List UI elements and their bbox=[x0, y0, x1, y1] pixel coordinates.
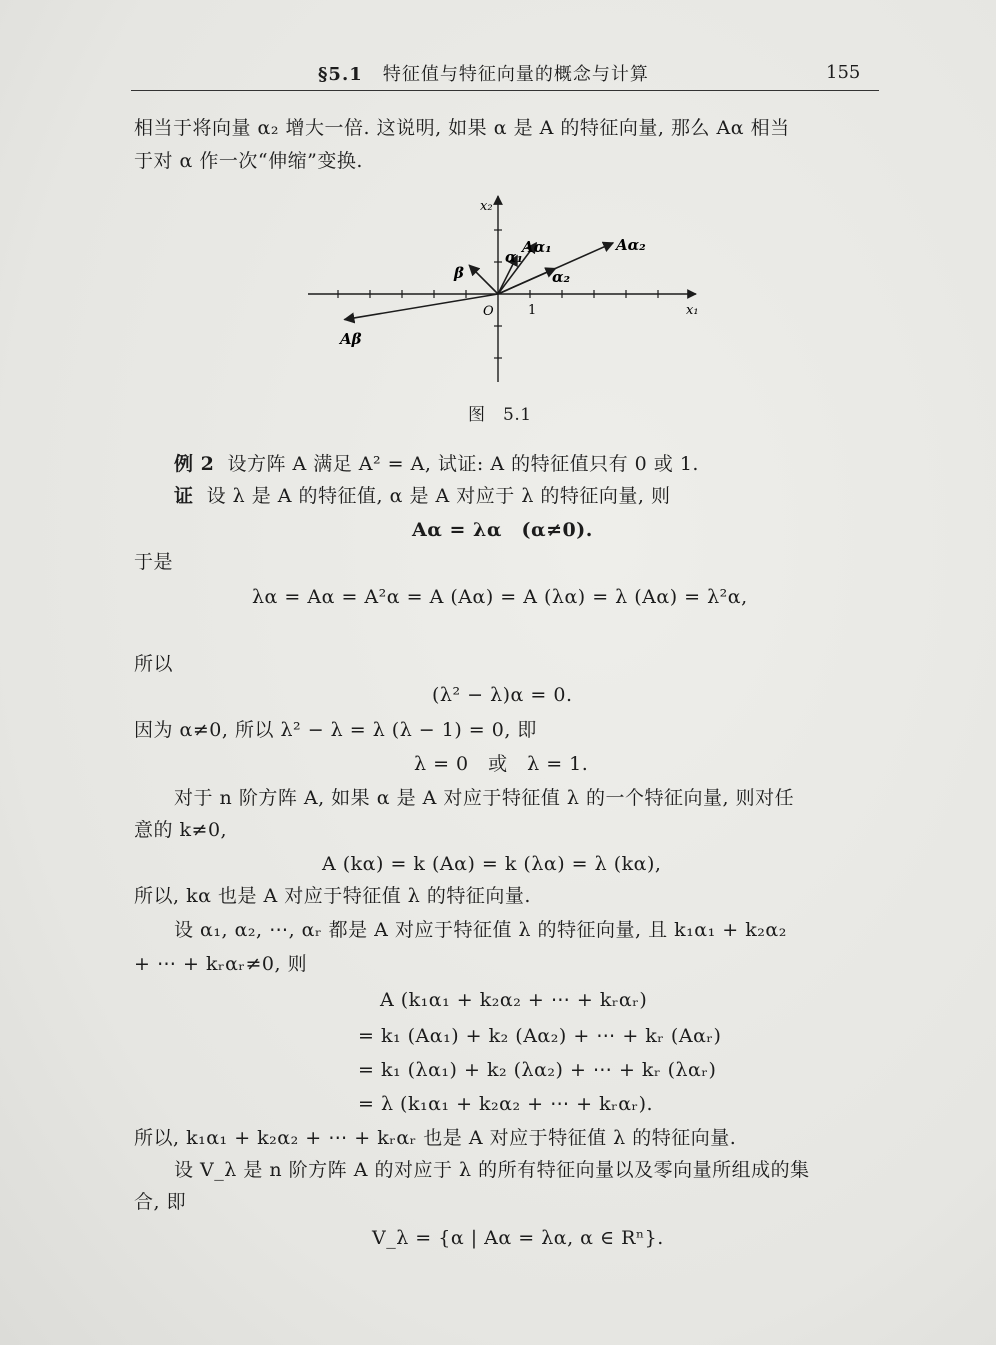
para2-eq-b: = k₁ (Aα₁) + k₂ (Aα₂) + ⋯ + kᵣ (Aαᵣ) bbox=[358, 1025, 722, 1047]
para1-equation: A (kα) = k (Aα) = k (λα) = λ (kα), bbox=[322, 853, 662, 875]
running-header bbox=[318, 60, 649, 86]
para1-line-3: 所以, kα 也是 A 对应于特征值 λ 的特征向量. bbox=[134, 885, 531, 907]
equation-2: λα = Aα = A²α = A (Aα) = A (λα) = λ (Aα) = λ²α, bbox=[252, 586, 748, 608]
example-statement: 设方阵 A 满足 A² = A, 试证: A 的特征值只有 0 或 1. bbox=[227, 453, 699, 475]
x2-label: x₂ bbox=[480, 199, 493, 214]
para2-line-3: 所以, k₁α₁ + k₂α₂ + ⋯ + kᵣαᵣ 也是 A 对应于特征值 λ 的特征向量. bbox=[134, 1127, 737, 1149]
para2-line-2: + ⋯ + kᵣαᵣ≠0, 则 bbox=[134, 953, 308, 975]
alpha2-label: α₂ bbox=[552, 268, 571, 286]
example-2 bbox=[174, 452, 699, 476]
a-alpha2-label: Aα₂ bbox=[616, 236, 646, 254]
para2-eq-a: A (k₁α₁ + k₂α₂ + ⋯ + kᵣαᵣ) bbox=[380, 989, 648, 1011]
para2-eq-d: = λ (k₁α₁ + k₂α₂ + ⋯ + kᵣαᵣ). bbox=[358, 1093, 654, 1115]
yushi: 于是 bbox=[134, 551, 174, 573]
header-rule bbox=[131, 90, 879, 91]
para3-line-1: 设 V_λ 是 n 阶方阵 A 的对应于 λ 的所有特征向量以及零向量所组成的集 bbox=[174, 1159, 810, 1181]
a-beta-label: Aβ bbox=[340, 330, 362, 348]
figure-5-1 bbox=[300, 190, 710, 390]
proof-intro bbox=[174, 484, 670, 508]
equation-4: λ = 0 或 λ = 1. bbox=[414, 753, 589, 775]
because-line: 因为 α≠0, 所以 λ² − λ = λ (λ − 1) = 0, 即 bbox=[134, 719, 537, 741]
section-number: §5.1 bbox=[318, 64, 363, 85]
suoyi: 所以 bbox=[134, 653, 174, 675]
tick-one-label: 1 bbox=[528, 303, 537, 318]
alpha1-label: α₁ bbox=[505, 248, 524, 266]
para1-line-1: 对于 n 阶方阵 A, 如果 α 是 A 对应于特征值 λ 的一个特征向量, 则对任 bbox=[174, 787, 795, 809]
vectors bbox=[344, 243, 613, 320]
intro-line-2: 于对 α 作一次“伸缩”变换. bbox=[134, 150, 363, 172]
para1-line-2: 意的 k≠0, bbox=[134, 819, 228, 841]
proof-label: 证 bbox=[174, 485, 194, 507]
equation-3: (λ² − λ)α = 0. bbox=[432, 684, 573, 706]
a-alpha1-label: Aα₁ bbox=[522, 238, 552, 256]
vector-a_beta bbox=[344, 294, 498, 320]
intro-line-1: 相当于将向量 α₂ 增大一倍. 这说明, 如果 α 是 A 的特征向量, 那么 Aα 相当 bbox=[134, 117, 790, 139]
example-label: 例 2 bbox=[174, 453, 215, 475]
para2-eq-c: = k₁ (λα₁) + k₂ (λα₂) + ⋯ + kᵣ (λαᵣ) bbox=[358, 1059, 717, 1081]
origin-label: O bbox=[483, 304, 494, 319]
para3-line-2: 合, 即 bbox=[134, 1191, 187, 1213]
beta-label: β bbox=[454, 264, 464, 282]
para3-equation: V_λ = {α | Aα = λα, α ∈ Rⁿ}. bbox=[372, 1227, 664, 1249]
equation-1: Aα = λα (α≠0). bbox=[412, 519, 593, 541]
proof-line: 设 λ 是 A 的特征值, α 是 A 对应于 λ 的特征向量, 则 bbox=[206, 485, 671, 507]
x1-label: x₁ bbox=[686, 303, 699, 318]
section-title: 特征值与特征向量的概念与计算 bbox=[382, 64, 649, 85]
figure-caption: 图 5.1 bbox=[468, 405, 532, 425]
vector-beta bbox=[469, 265, 498, 294]
para2-line-1: 设 α₁, α₂, ⋯, αᵣ 都是 A 对应于特征值 λ 的特征向量, 且 k₁α₁ + k₂α₂ bbox=[174, 919, 787, 941]
page-number: 155 bbox=[826, 62, 861, 83]
